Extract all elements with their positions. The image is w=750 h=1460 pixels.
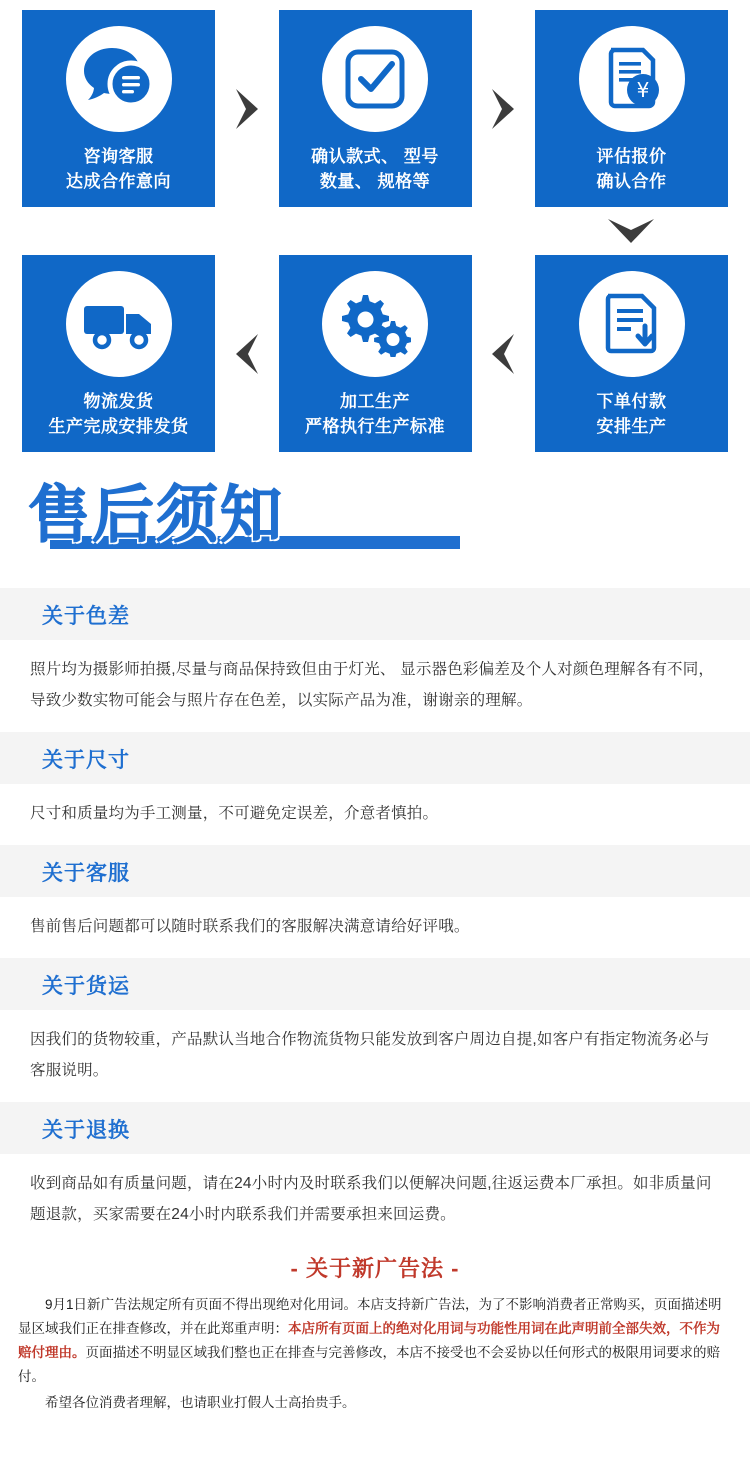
after-sales-body-color: 照片均为摄影师拍摄,尽量与商品保持致但由于灯光、 显示器色彩偏差及个人对颜色理解各有不同，导致少数实物可能会与照片存在色差，以实际产品为准，谢谢亲的理解。 (30, 661, 715, 709)
after-sales-heading-size: 关于尺寸 (0, 732, 750, 784)
after-sales-heading-returns: 关于退换 (0, 1102, 750, 1154)
flow-step-line: 安排生产 (596, 417, 667, 436)
after-sales-heading-service: 关于客服 (0, 845, 750, 897)
flow-step-shipping[interactable] (22, 255, 215, 452)
flow-step-label (66, 144, 171, 194)
after-sales-body-size: 尺寸和质量均为手工测量，不可避免定误差，介意者慎拍。 (30, 805, 439, 822)
flow-step-label (311, 144, 439, 194)
flow-step-confirm-spec[interactable] (279, 10, 472, 207)
flow-step-label (305, 389, 445, 439)
flow-step-line: 达成合作意向 (66, 172, 171, 191)
chevron-left-icon (483, 332, 523, 376)
chevron-right-icon (483, 87, 523, 131)
page-title: 售后须知 (28, 478, 285, 551)
checklist-icon (322, 26, 428, 132)
flow-step-consult[interactable] (22, 10, 215, 207)
flow-step-production[interactable] (279, 255, 472, 452)
advertising-law-title: - 关于新广告法 - (290, 1256, 460, 1281)
flow-step-line: 咨询客服 (83, 147, 154, 166)
advertising-law-paragraph-1 (18, 1293, 732, 1389)
flow-step-label (597, 144, 667, 194)
process-flow-section (0, 0, 750, 452)
after-sales-body-service: 售前售后问题都可以随时联系我们的客服解决满意请给好评哦。 (30, 918, 470, 935)
after-sales-heading-color: 关于色差 (0, 588, 750, 640)
process-flow-row-bottom (22, 255, 728, 452)
flow-step-order-payment[interactable] (535, 255, 728, 452)
advertising-law-section (0, 1252, 750, 1437)
flow-step-quotation[interactable] (535, 10, 728, 207)
after-sales-body-freight: 因我们的货物较重，产品默认当地合作物流货物只能发放到客户周边自提,如客户有指定物流务必与客服说明。 (30, 1031, 710, 1079)
chevron-left-icon (227, 332, 267, 376)
section-title-block (28, 480, 750, 560)
chevron-right-icon (227, 87, 267, 131)
after-sales-heading-freight: 关于货运 (0, 958, 750, 1010)
after-sales-body-returns: 收到商品如有质量问题，请在24小时内及时联系我们以便解决问题,往返运费本厂承担。如非质量问题退款，买家需要在24小时内联系我们并需要承担来回运费。 (30, 1175, 712, 1223)
chevron-down-icon (22, 215, 728, 247)
advertising-law-text-a: 9月1日新广告法规定所有页面不得出现绝对化用词。本店支持新广告法，为了不影响消费者正常购买，页面描述明显区域我们正在排查修改，并在此郑重声明： (18, 1297, 722, 1336)
chat-consult-icon (66, 26, 172, 132)
flow-step-label (597, 389, 667, 439)
process-flow-row-top (22, 10, 728, 207)
flow-step-line: 下单付款 (596, 392, 667, 411)
flow-step-line: 数量、 规格等 (319, 172, 431, 191)
advertising-law-paragraph-2: 希望各位消费者理解，也请职业打假人士高抬贵手。 (45, 1395, 356, 1410)
gears-icon (322, 271, 428, 377)
flow-step-line: 确认合作 (596, 172, 667, 191)
order-download-icon (579, 271, 685, 377)
svg-text:¥: ¥ (636, 78, 649, 102)
after-sales-section (0, 588, 750, 1246)
flow-step-line: 评估报价 (596, 147, 667, 166)
quote-yuan-icon (579, 26, 685, 132)
flow-step-label (49, 389, 189, 439)
advertising-law-text-highlight: 本店所有页面上的绝对化用词与功能性用词在此声明前全部失效，不作为赔付理由。 (18, 1321, 720, 1360)
flow-step-line: 加工生产 (340, 392, 410, 411)
flow-step-line: 生产完成安排发货 (48, 417, 189, 436)
flow-step-line: 确认款式、 型号 (311, 147, 439, 166)
truck-icon (66, 271, 172, 377)
flow-step-line: 严格执行生产标准 (305, 417, 445, 436)
flow-step-line: 物流发货 (83, 392, 154, 411)
advertising-law-text-b: 页面描述不明显区域我们整也正在排查与完善修改，本店不接受也不会妥协以任何形式的极限用词要求的赔付。 (18, 1345, 720, 1384)
